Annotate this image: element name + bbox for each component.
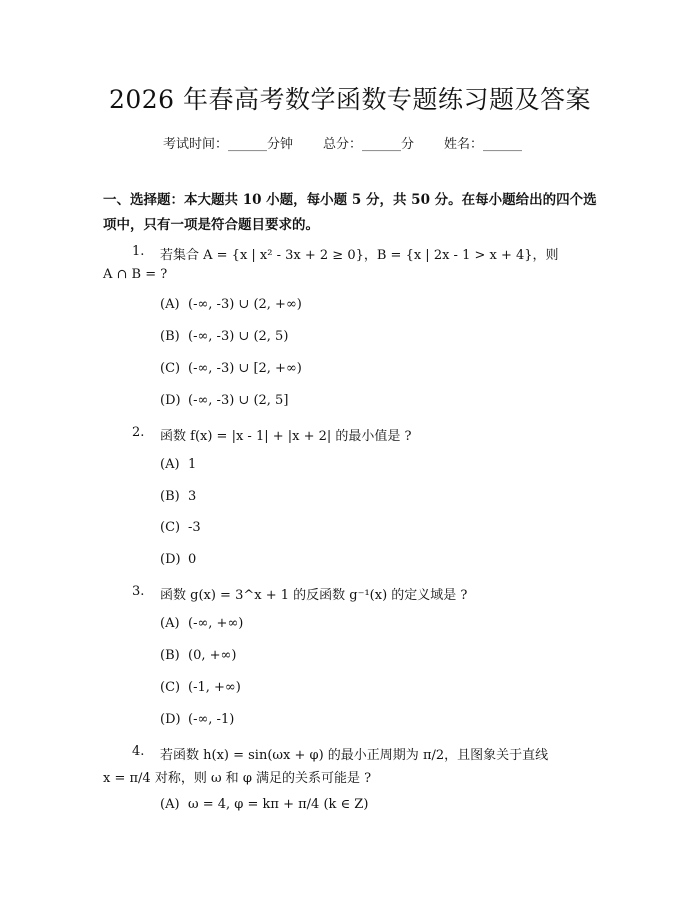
question-text-continued: x = π/4 对称，则 ω 和 φ 满足的关系可能是 ? bbox=[103, 771, 372, 786]
question-text: 若集合 A = {x | x² - 3x + 2 ≥ 0}，B = {x | 2x - 1 > x + 4}，则 bbox=[160, 248, 559, 263]
option-label: (B) bbox=[160, 329, 180, 344]
option-a bbox=[160, 297, 302, 312]
option-label: (C) bbox=[160, 520, 181, 535]
option-c bbox=[160, 680, 241, 695]
option-a bbox=[160, 797, 368, 812]
exam-time-field: 考试时间：______分钟 bbox=[163, 137, 294, 152]
option-d bbox=[160, 712, 234, 727]
option-label: (B) bbox=[160, 489, 180, 504]
option-label: (A) bbox=[160, 616, 180, 631]
option-a bbox=[160, 616, 243, 631]
option-b bbox=[160, 329, 288, 344]
option-c bbox=[160, 361, 302, 376]
option-d bbox=[160, 393, 288, 408]
option-text: (-∞, -3) ∪ (2, 5] bbox=[188, 393, 289, 408]
option-text: ω = 4, φ = kπ + π/4 (k ∈ Z) bbox=[188, 797, 369, 812]
option-label: (C) bbox=[160, 680, 181, 695]
option-label: (D) bbox=[160, 552, 181, 567]
option-c bbox=[160, 520, 201, 535]
question-text: 若函数 h(x) = sin(ωx + φ) 的最小正周期为 π/2，且图象关于直线 bbox=[160, 748, 549, 763]
option-text: -3 bbox=[188, 520, 201, 535]
option-a bbox=[160, 457, 196, 472]
option-b bbox=[160, 648, 236, 663]
option-label: (C) bbox=[160, 361, 181, 376]
option-label: (D) bbox=[160, 712, 181, 727]
question-text: 函数 g(x) = 3^x + 1 的反函数 g⁻¹(x) 的定义域是 ? bbox=[160, 588, 468, 603]
option-label: (D) bbox=[160, 393, 181, 408]
section-heading-line-1: 一、选择题：本大题共 10 小题，每小题 5 分，共 50 分。在每小题给出的四个选 bbox=[103, 192, 597, 208]
option-text: (0, +∞) bbox=[188, 648, 237, 663]
question-text: 函数 f(x) = |x - 1| + |x + 2| 的最小值是 ? bbox=[160, 429, 412, 444]
exam-info-line bbox=[163, 133, 522, 152]
question-text-continued: A ∩ B = ? bbox=[103, 267, 168, 282]
option-text: 3 bbox=[188, 489, 197, 504]
option-text: 0 bbox=[188, 552, 197, 567]
option-d bbox=[160, 552, 196, 567]
option-text: (-1, +∞) bbox=[188, 680, 241, 695]
option-label: (B) bbox=[160, 648, 180, 663]
option-label: (A) bbox=[160, 457, 180, 472]
question-number: 2. bbox=[132, 425, 145, 440]
option-b bbox=[160, 489, 196, 504]
question-number: 4. bbox=[132, 744, 145, 759]
option-label: (A) bbox=[160, 797, 180, 812]
option-text: (-∞, -3) ∪ (2, +∞) bbox=[188, 297, 302, 312]
option-text: (-∞, -1) bbox=[188, 712, 235, 727]
section-heading bbox=[103, 188, 598, 238]
option-text: (-∞, -3) ∪ (2, 5) bbox=[188, 329, 289, 344]
page-title: 2026 年春高考数学函数专题练习题及答案 bbox=[108, 85, 592, 114]
question-number: 1. bbox=[132, 244, 145, 259]
section-heading-line-2: 项中，只有一项是符合题目要求的。 bbox=[103, 217, 319, 233]
option-text: (-∞, +∞) bbox=[188, 616, 244, 631]
option-text: 1 bbox=[188, 457, 197, 472]
option-label: (A) bbox=[160, 297, 180, 312]
question-number: 3. bbox=[132, 584, 145, 599]
student-name-field: 姓名：______ bbox=[444, 137, 523, 152]
total-score-field: 总分：______分 bbox=[323, 137, 415, 152]
option-text: (-∞, -3) ∪ [2, +∞) bbox=[188, 361, 302, 376]
